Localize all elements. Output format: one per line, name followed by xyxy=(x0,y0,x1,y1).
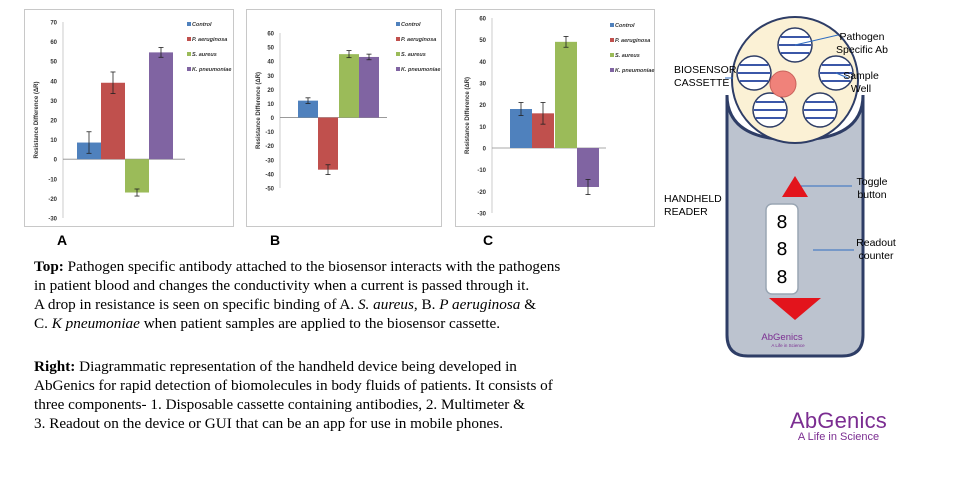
legend-label: S. aureus xyxy=(615,53,640,59)
y-tick-label: -20 xyxy=(48,196,57,203)
caption-right-line3: three components- 1. Disposable cassette containing antibodies, 2. Multimeter & xyxy=(34,396,525,413)
label-readout-counter xyxy=(853,237,899,263)
label-pathogen-line2: Specific Ab xyxy=(836,44,888,56)
readout-digit-2: 8 xyxy=(776,239,788,260)
caption-top xyxy=(34,257,560,333)
caption-top-line3-species1: S. aureus xyxy=(357,296,414,313)
caption-top-line3-b: , B. xyxy=(413,296,440,313)
y-tick-label: 0 xyxy=(53,157,57,164)
legend-swatch xyxy=(396,52,400,56)
caption-top-line2: in patient blood and changes the conductivity when a current is passed through it. xyxy=(34,277,530,294)
label-toggle-button xyxy=(852,176,892,202)
y-tick-label: 50 xyxy=(479,38,486,45)
device-logo-name: AbGenics xyxy=(761,332,803,343)
y-tick-label: -10 xyxy=(48,177,57,184)
label-biosensor-cassette xyxy=(674,64,736,90)
caption-right-line1: Diagrammatic representation of the handheld device being developed in xyxy=(75,358,517,375)
caption-right xyxy=(34,357,553,433)
y-axis-label: Resistance Difference (ΔR) xyxy=(465,76,471,155)
y-tick-label: -20 xyxy=(265,144,274,151)
label-pathogen-line1: Pathogen xyxy=(839,31,885,43)
bar-s-aureus xyxy=(125,159,149,192)
handheld-device-diagram xyxy=(640,0,954,370)
caption-top-line4-a: C. xyxy=(34,315,52,332)
y-tick-label: 70 xyxy=(50,20,57,27)
logo-name: AbGenics xyxy=(790,408,887,433)
y-tick-label: -30 xyxy=(265,158,274,165)
y-tick-label: 60 xyxy=(267,31,274,38)
y-tick-label: 10 xyxy=(267,101,274,108)
readout-digit-1: 8 xyxy=(776,212,788,233)
bar-k-pneumoniae xyxy=(149,52,173,159)
label-handheld-reader xyxy=(664,193,722,219)
legend-swatch xyxy=(187,22,191,26)
panel-letter-b: B xyxy=(270,232,281,248)
y-tick-label: -30 xyxy=(477,211,486,218)
chart-panel-c xyxy=(455,9,655,227)
bar-chart-b xyxy=(247,10,443,228)
caption-right-line2: AbGenics for rapid detection of biomolecules in body fluids of patients. It consists of xyxy=(34,377,553,394)
y-tick-label: -20 xyxy=(477,189,486,196)
label-reader-line2: READER xyxy=(664,206,708,218)
caption-right-label: Right: xyxy=(34,358,76,375)
bar-s-aureus xyxy=(555,42,577,148)
bar-k-pneumoniae xyxy=(359,57,379,118)
legend-swatch xyxy=(610,38,614,42)
legend-swatch xyxy=(187,67,191,71)
sample-well xyxy=(770,71,796,97)
y-tick-label: 20 xyxy=(50,118,57,125)
bar-chart-c xyxy=(456,10,656,228)
y-tick-label: 40 xyxy=(267,59,274,66)
legend-swatch xyxy=(396,22,400,26)
label-cassette-line2: CASSETTE xyxy=(674,77,730,89)
y-tick-label: 20 xyxy=(267,87,274,94)
y-tick-label: 30 xyxy=(50,98,57,105)
caption-top-line3-species2: P aeruginosa xyxy=(439,296,521,313)
legend-label: S. aureus xyxy=(401,52,426,58)
legend-swatch xyxy=(187,52,191,56)
y-tick-label: 40 xyxy=(50,79,57,86)
legend-swatch xyxy=(610,68,614,72)
y-tick-label: 50 xyxy=(267,45,274,52)
legend-label: K. pneumoniae xyxy=(401,67,441,73)
y-tick-label: 40 xyxy=(479,59,486,66)
y-tick-label: 60 xyxy=(50,40,57,47)
y-tick-label: 0 xyxy=(270,116,274,123)
bar-p-aeruginosa xyxy=(101,83,125,159)
y-tick-label: -10 xyxy=(477,168,486,175)
y-tick-label: 20 xyxy=(479,103,486,110)
logo-tagline: A Life in Science xyxy=(797,431,880,443)
y-axis-label: Resistance Difference (ΔR) xyxy=(34,81,40,159)
bar-p-aeruginosa xyxy=(318,118,338,170)
y-tick-label: 10 xyxy=(479,124,486,131)
legend-label: Control xyxy=(192,22,212,28)
y-tick-label: 60 xyxy=(479,16,486,23)
legend-label: P. aeruginosa xyxy=(401,37,437,43)
legend-label: K. pneumoniae xyxy=(192,67,232,73)
label-toggle-line2: button xyxy=(857,189,887,201)
y-tick-label: 0 xyxy=(482,146,486,153)
label-sample-line1: Sample xyxy=(843,70,879,82)
label-cassette-line1: BIOSENSOR xyxy=(674,64,737,76)
legend-swatch xyxy=(187,37,191,41)
readout-digit-3: 8 xyxy=(776,267,788,288)
legend-swatch xyxy=(396,37,400,41)
y-axis-label: Resistance Difference (ΔR) xyxy=(256,71,262,150)
caption-top-line4-b: when patient samples are applied to the biosensor cassette. xyxy=(139,315,501,332)
y-tick-label: -10 xyxy=(265,130,274,137)
legend-label: P. aeruginosa xyxy=(192,37,228,43)
label-sample-line2: Well xyxy=(850,83,872,95)
panel-letter-a: A xyxy=(57,232,68,248)
label-readout-line1: Readout xyxy=(856,237,896,249)
abgenics-logo xyxy=(790,408,887,443)
caption-right-line4: 3. Readout on the device or GUI that can be an app for use in mobile phones. xyxy=(34,415,503,432)
legend-label: P. aeruginosa xyxy=(615,38,651,44)
legend-swatch xyxy=(396,67,400,71)
legend-swatch xyxy=(610,53,614,57)
caption-top-line4-species: K pneumoniae xyxy=(51,315,140,332)
legend-label: Control xyxy=(615,23,635,29)
legend-label: S. aureus xyxy=(192,52,217,58)
label-readout-line2: counter xyxy=(858,250,894,262)
y-tick-label: -50 xyxy=(265,186,274,193)
bar-s-aureus xyxy=(339,54,359,117)
caption-top-label: Top: xyxy=(34,258,64,275)
panel-letter-c: C xyxy=(483,232,494,248)
y-tick-label: 30 xyxy=(267,73,274,80)
caption-top-line3-a: A drop in resistance is seen on specific binding of A. xyxy=(34,296,358,313)
chart-panel-a xyxy=(24,9,234,227)
label-toggle-line1: Toggle xyxy=(856,176,888,188)
caption-top-line1: Pathogen specific antibody attached to the biosensor interacts with the pathogens xyxy=(63,258,561,275)
y-tick-label: 10 xyxy=(50,138,57,145)
label-reader-line1: HANDHELD xyxy=(664,193,722,205)
label-pathogen-specific-ab xyxy=(830,31,894,57)
bar-chart-a xyxy=(25,10,235,228)
device-logo-tag: A Life in Science xyxy=(771,343,805,348)
y-tick-label: 50 xyxy=(50,59,57,66)
y-tick-label: -40 xyxy=(265,172,274,179)
caption-top-line3-c: & xyxy=(520,296,537,313)
y-tick-label: 30 xyxy=(479,81,486,88)
legend-swatch xyxy=(610,23,614,27)
y-tick-label: -30 xyxy=(48,216,57,223)
label-sample-well xyxy=(838,70,884,96)
chart-panel-b xyxy=(246,9,442,227)
legend-label: Control xyxy=(401,22,421,28)
legend-label: K. pneumoniae xyxy=(615,68,655,74)
